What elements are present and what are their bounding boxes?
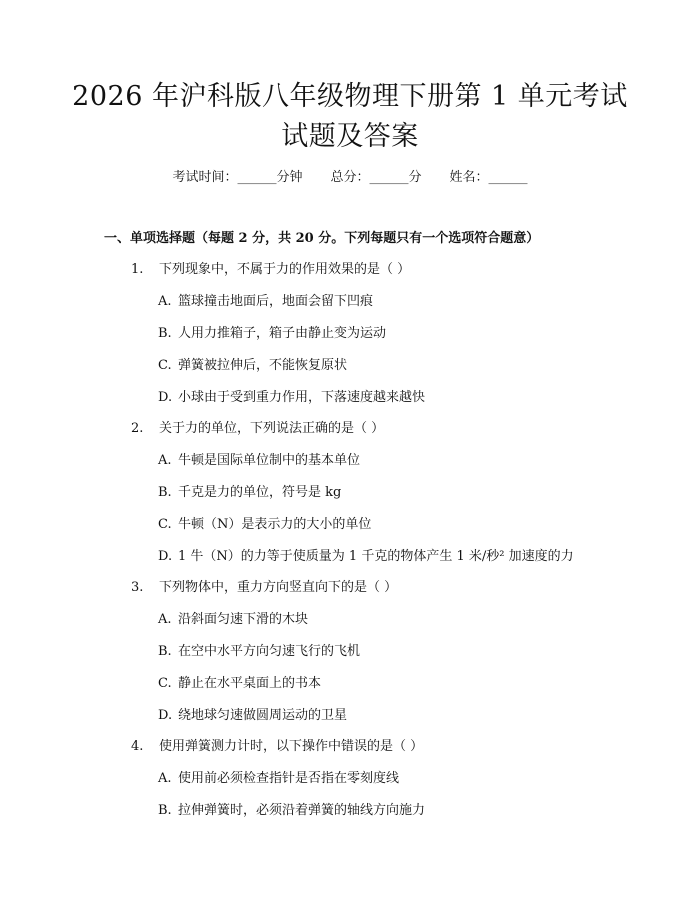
option-text: 牛顿（N）是表示力的大小的单位 xyxy=(178,517,372,532)
document-title-line-1: 2026 年沪科版八年级物理下册第 1 单元考试 xyxy=(72,81,628,112)
question-3 xyxy=(131,579,397,597)
option-3b xyxy=(158,643,360,661)
question-2 xyxy=(131,420,384,438)
option-1d xyxy=(158,389,425,407)
option-letter: D. xyxy=(158,708,173,723)
option-letter: C. xyxy=(158,676,172,691)
option-letter: B. xyxy=(158,326,172,341)
question-text: 使用弹簧测力计时，以下操作中错误的是（ ） xyxy=(159,739,424,754)
option-text: 在空中水平方向匀速飞行的飞机 xyxy=(178,644,361,659)
option-letter: C. xyxy=(158,358,172,373)
exam-info-line xyxy=(0,169,700,187)
option-letter: C. xyxy=(158,517,172,532)
question-number: 4. xyxy=(131,739,144,754)
option-text: 拉伸弹簧时，必须沿着弹簧的轴线方向施力 xyxy=(178,803,426,818)
option-1b xyxy=(158,325,386,343)
total-score-field: 总分：______分 xyxy=(330,170,422,185)
option-text: 使用前必须检查指针是否指在零刻度线 xyxy=(178,771,400,786)
option-letter: B. xyxy=(158,803,172,818)
question-number: 1. xyxy=(131,262,144,277)
option-text: 牛顿是国际单位制中的基本单位 xyxy=(178,453,361,468)
option-letter: D. xyxy=(158,390,173,405)
option-3a xyxy=(158,611,308,629)
option-letter: A. xyxy=(158,771,172,786)
question-4 xyxy=(131,738,423,756)
option-text: 绕地球匀速做圆周运动的卫星 xyxy=(178,708,348,723)
option-text: 弹簧被拉伸后，不能恢复原状 xyxy=(178,358,348,373)
option-text: 人用力推箱子，箱子由静止变为运动 xyxy=(178,326,387,341)
option-3c xyxy=(158,675,321,693)
option-2b xyxy=(158,484,341,502)
question-text: 下列物体中，重力方向竖直向下的是（ ） xyxy=(159,580,398,595)
option-text: 沿斜面匀速下滑的木块 xyxy=(178,612,309,627)
option-letter: B. xyxy=(158,485,172,500)
document-title-line-2: 试题及答案 xyxy=(281,121,419,152)
option-2c xyxy=(158,516,371,534)
option-text: 1 牛（N）的力等于使质量为 1 千克的物体产生 1 米/秒² 加速度的力 xyxy=(178,549,574,564)
option-text: 篮球撞击地面后，地面会留下凹痕 xyxy=(178,294,374,309)
option-text: 千克是力的单位，符号是 kg xyxy=(178,485,342,500)
name-field: 姓名：______ xyxy=(449,170,528,185)
option-text: 小球由于受到重力作用，下落速度越来越快 xyxy=(178,390,426,405)
option-4a xyxy=(158,770,399,788)
option-2a xyxy=(158,452,360,470)
question-text: 关于力的单位，下列说法正确的是（ ） xyxy=(159,421,385,436)
option-letter: B. xyxy=(158,644,172,659)
question-number: 2. xyxy=(131,421,144,436)
option-4b xyxy=(158,802,425,820)
option-letter: A. xyxy=(158,294,172,309)
section-heading: 一、单项选择题（每题 2 分，共 20 分。下列每题只有一个选项符合题意） xyxy=(104,231,540,246)
option-letter: D. xyxy=(158,549,173,564)
option-text: 静止在水平桌面上的书本 xyxy=(178,676,322,691)
option-3d xyxy=(158,707,347,725)
option-1c xyxy=(158,357,347,375)
exam-time-field: 考试时间：______分钟 xyxy=(172,170,303,185)
question-1 xyxy=(131,261,410,279)
option-letter: A. xyxy=(158,453,172,468)
option-letter: A. xyxy=(158,612,172,627)
option-1a xyxy=(158,293,373,311)
question-text: 下列现象中，不属于力的作用效果的是（ ） xyxy=(159,262,411,277)
option-2d xyxy=(158,548,574,566)
question-number: 3. xyxy=(131,580,144,595)
